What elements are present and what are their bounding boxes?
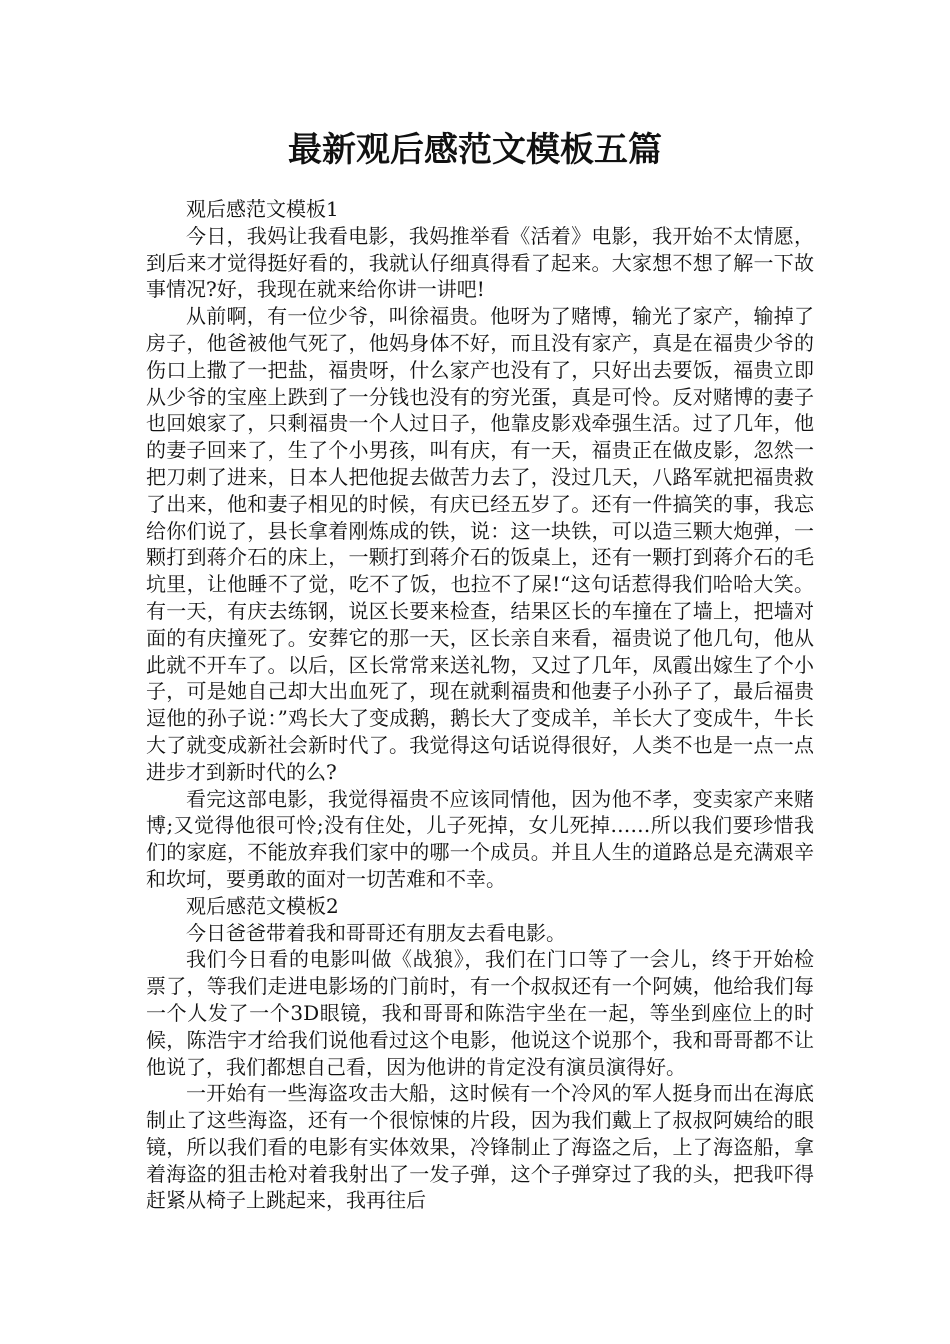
- paragraph: 今日爸爸带着我和哥哥还有朋友去看电影。: [186, 920, 566, 945]
- paragraph: 从前啊，有一位少爷，叫徐福贵。他呀为了赌博，输光了家产，输掉了房子，他爸被他气死了，他妈身体不好，而且没有家产，真是在福贵少爷的伤口上撒了一把盐，福贵呀，什么家产也没有了，只好出去要饭，福贵立即从少爷的宝座上跌到了一分钱也没有的穷光蛋，真是可怜。反对赌博的妻子也回娘家了，只剩福贵一个人过日子，他靠皮影戏牵强生活。过了几年，他的妻子回来了，生了个小男孩，叫有庆，有一天，福贵正在做皮影，忽然一把刀刺了进来，日本人把他捉去做苦力去了，没过几天，八路军就把福贵救了出来，他和妻子相见的时候，有庆已经五岁了。还有一件搞笑的事，我忘给你们说了，县长拿着刚炼成的铁，说：这一块铁，可以造三颗大炮弹，一颗打到蒋介石的床上，一颗打到蒋介石的饭桌上，还有一颗打到蒋介石的毛坑里，让他睡不了觉，吃不了饭，也拉不了屎!“这句话惹得我们哈哈大笑。有一天，有庆去练钢，说区长要来检查，结果区长的车撞在了墙上，把墙对面的有庆撞死了。安葬它的那一天，区长亲自来看，福贵说了他几句，他从此就不开车了。以后，区长常常来送礼物，又过了几年，凤霞出嫁生了个小子，可是她自己却大出血死了，现在就剩福贵和他妻子小孙子了，最后福贵逗他的孙子说：”鸡长大了变成鹅，鹅长大了变成羊，羊长大了变成牛，牛长大了就变成新社会新时代了。我觉得这句话说得很好，人类不也是一点一点进步才到新时代的么?: [146, 304, 814, 784]
- paragraph: 一开始有一些海盗攻击大船，这时候有一个冷风的军人挺身而出在海底制止了这些海盗，还有一个很惊悚的片段，因为我们戴上了叔叔阿姨给的眼镜，所以我们看的电影有实体效果，冷锋制止了海盗之后，上了海盗船，拿着海盗的狙击枪对着我射出了一发子弹，这个子弹穿过了我的头，把我吓得赶紧从椅子上跳起来，我再往后: [146, 1081, 814, 1213]
- paragraph: 我们今日看的电影叫做《战狼》，我们在门口等了一会儿，终于开始检票了，等我们走进电影场的门前时，有一个叔叔还有一个阿姨，他给我们每一个人发了一个3D眼镜，我和哥哥和陈浩宇坐在一起，等坐到座位上的时候，陈浩宇才给我们说他看过这个电影，他说这个说那个，我和哥哥都不让他说了，我们都想自己看，因为他讲的肯定没有演员演得好。: [146, 947, 814, 1079]
- paragraph: 今日，我妈让我看电影，我妈推举看《活着》电影，我开始不太情愿，到后来才觉得挺好看的，我就认仔细真得看了起来。大家想不想了解一下故事情况?好，我现在就来给你讲一讲吧!: [146, 223, 814, 302]
- document-body: [146, 196, 814, 1214]
- document-title: 最新观后感范文模板五篇: [288, 130, 662, 170]
- section-heading-2: 观后感范文模板2: [186, 893, 339, 918]
- paragraph: 看完这部电影，我觉得福贵不应该同情他，因为他不孝，变卖家产来赌博;又觉得他很可怜;没有住处，儿子死掉，女儿死掉……所以我们要珍惜我们的家庭，不能放弃我们家中的哪一个成员。并且人生的道路总是充满艰辛和坎坷，要勇敢的面对一切苦难和不幸。: [146, 786, 814, 891]
- section-heading-1: 观后感范文模板1: [186, 197, 339, 221]
